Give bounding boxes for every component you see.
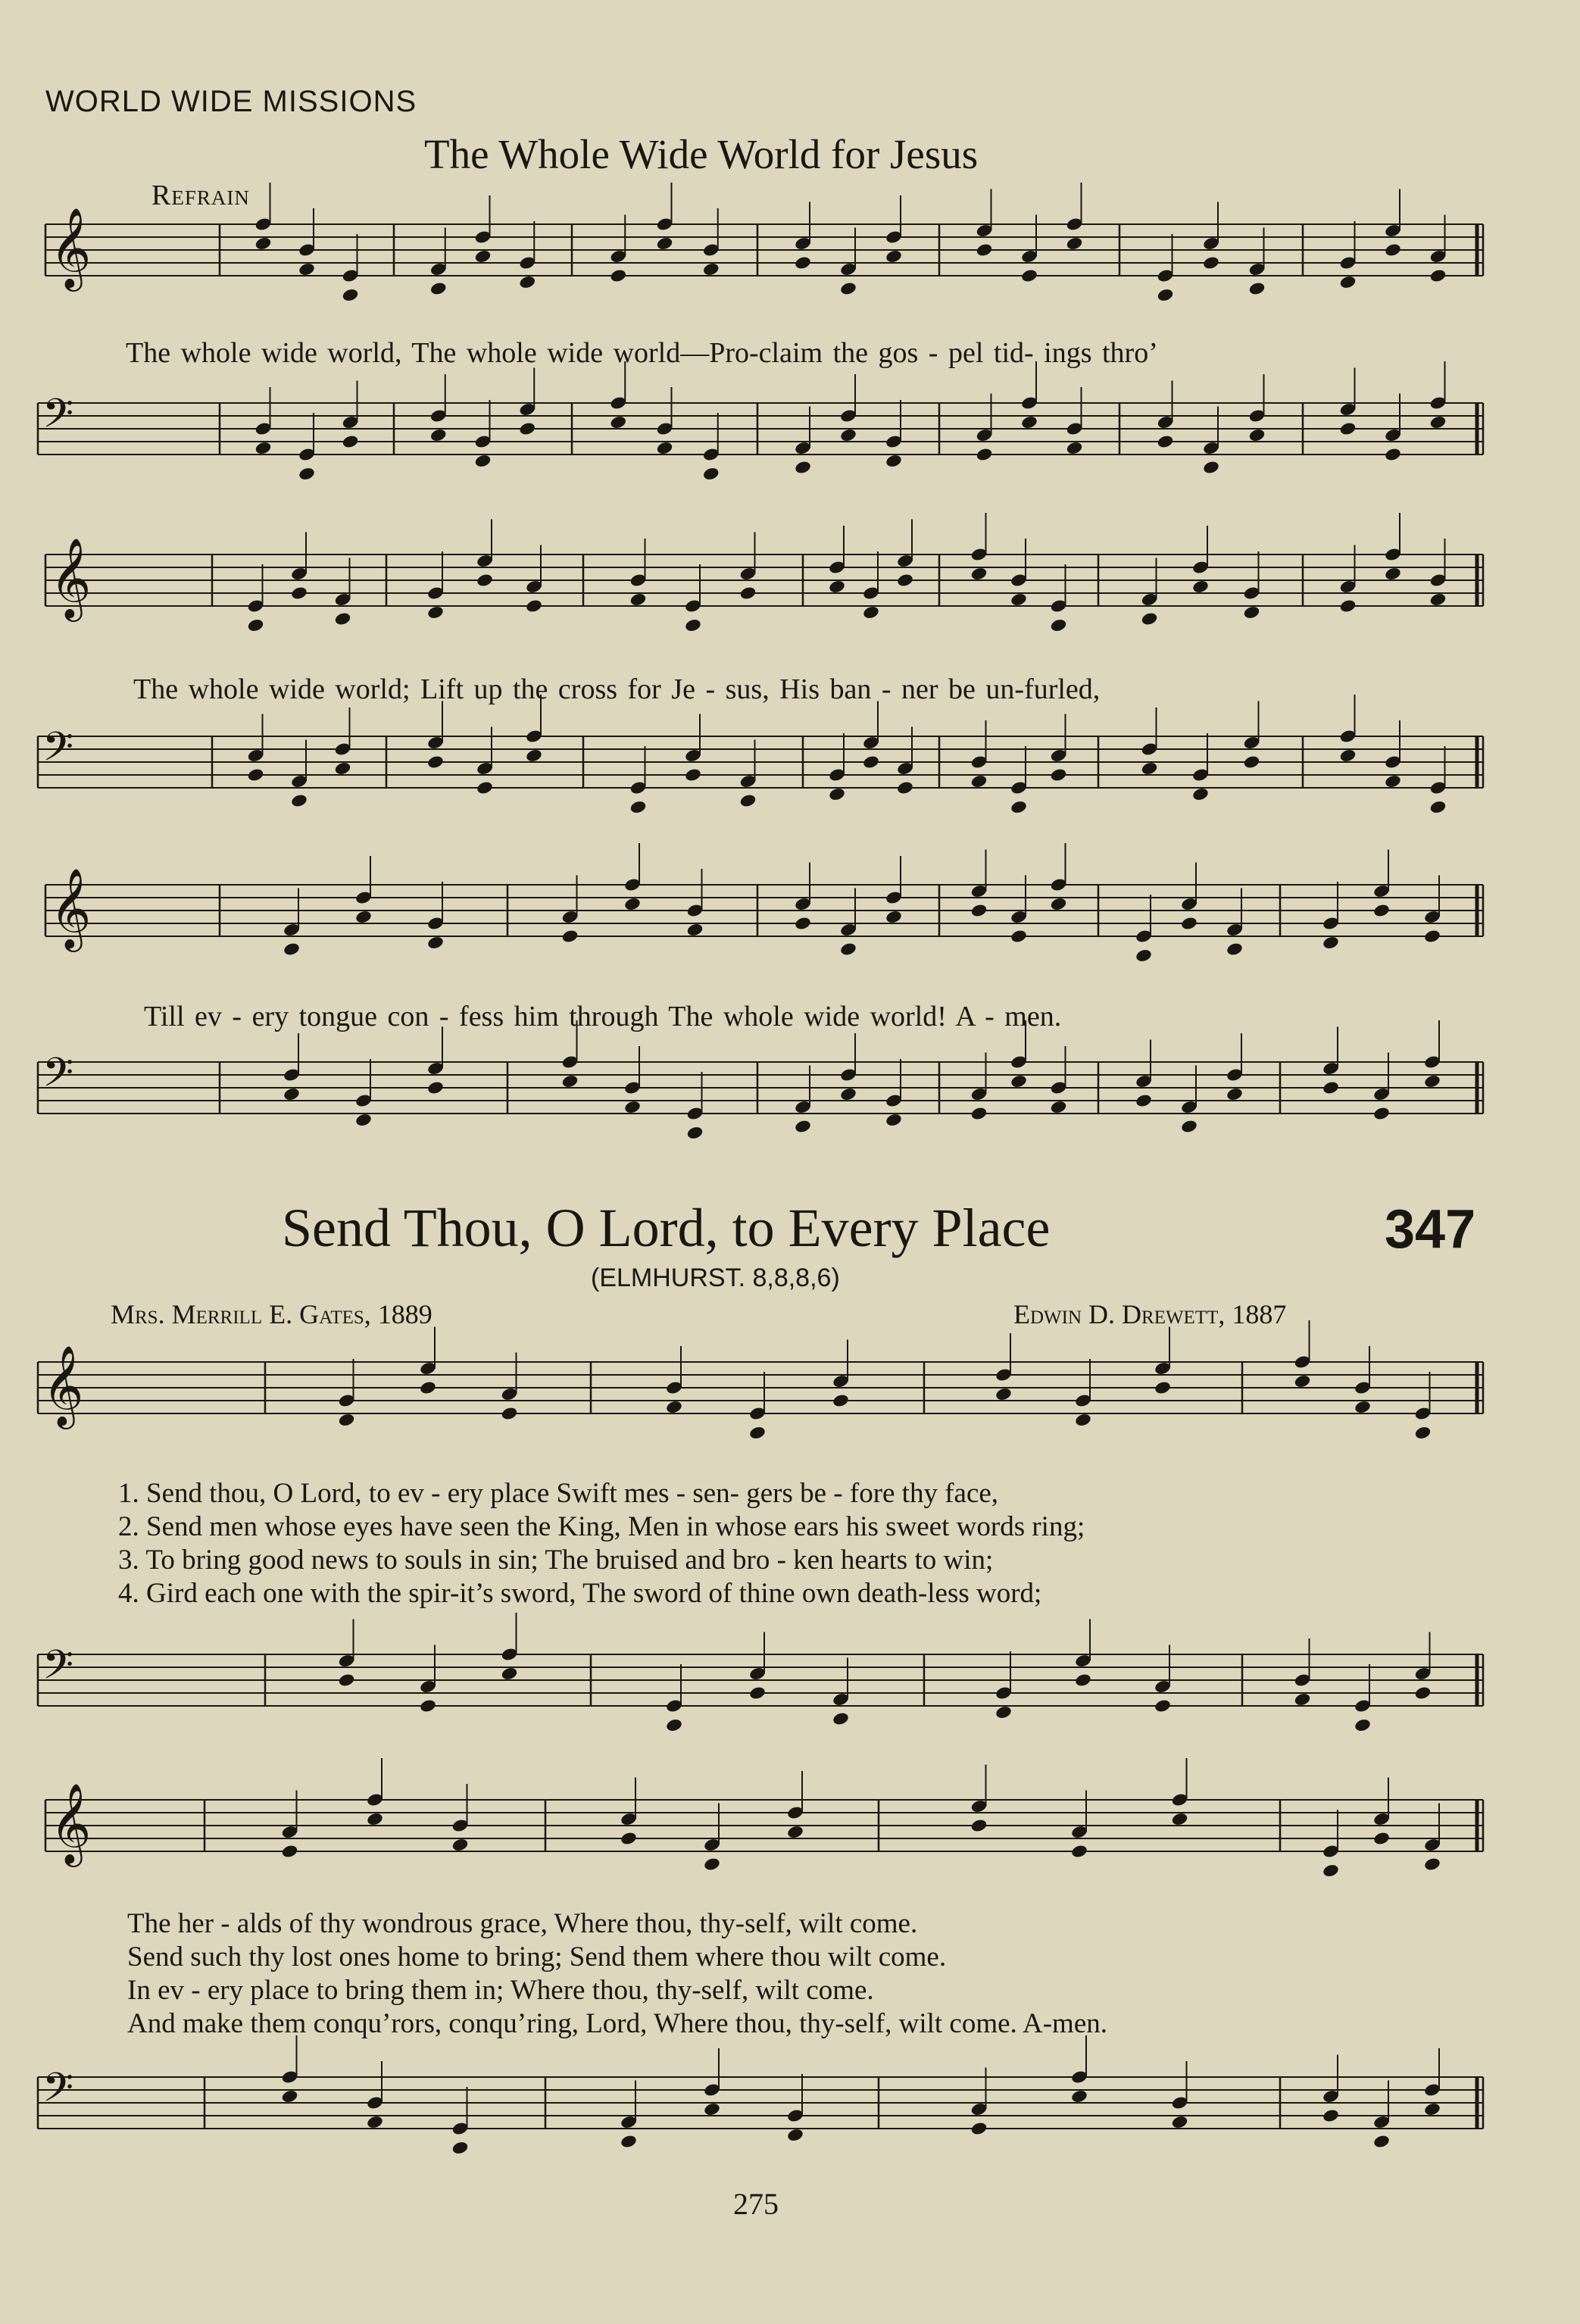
notehead (1339, 421, 1357, 436)
notehead (429, 428, 448, 443)
notehead (281, 2089, 299, 2104)
notehead (786, 2128, 804, 2143)
notehead (1066, 236, 1084, 251)
notehead (1074, 1673, 1092, 1688)
treble-clef-icon: 𝄞 (50, 207, 92, 288)
notehead (684, 767, 702, 782)
notehead (885, 1113, 903, 1128)
notehead (334, 761, 352, 776)
notehead (995, 1705, 1013, 1720)
notehead (1141, 611, 1159, 626)
notehead (862, 605, 880, 620)
notehead (1171, 2115, 1189, 2130)
composer-credit: Edwin D. Drewett, 1887 (1013, 1299, 1287, 1329)
notehead (623, 897, 642, 912)
notehead (1248, 281, 1266, 296)
notehead (561, 1074, 579, 1089)
notehead (1157, 434, 1175, 449)
hymn-number: 347 (1385, 1199, 1476, 1260)
notehead (703, 1857, 721, 1872)
notehead (1191, 579, 1210, 595)
lyric-line: The whole wide world, The whole wide world—Pro-claim the gos - pel tid- ings thro’ (126, 337, 1158, 369)
bass-clef-icon: 𝄢 (42, 2065, 74, 2121)
notehead (794, 916, 812, 931)
verse-line: The her - alds of thy wondrous grace, Where thou, thy-self, wilt come. (127, 1908, 918, 1939)
notehead (1429, 800, 1447, 815)
treble-clef-icon: 𝄞 (50, 1782, 92, 1863)
notehead (885, 910, 903, 925)
notehead (828, 787, 846, 802)
notehead (298, 262, 316, 277)
notehead (354, 1113, 373, 1128)
author-credit: Mrs. Merrill E. Gates, 1889 (111, 1299, 432, 1329)
notehead (609, 268, 627, 283)
notehead (1050, 618, 1068, 633)
lyric-line: Till ev - ery tongue con - fess him through The whole wide world! A - men. (144, 1001, 1062, 1032)
notehead (451, 1838, 470, 1853)
hymn-title: Send Thou, O Lord, to Every Place (282, 1198, 1051, 1258)
notehead (703, 2102, 721, 2117)
notehead (684, 618, 702, 633)
notehead (1180, 1119, 1198, 1134)
notehead (1010, 929, 1028, 944)
bass-clef-icon: 𝄢 (42, 1050, 74, 1106)
bass-clef-icon: 𝄢 (42, 724, 74, 780)
notehead (354, 910, 373, 925)
notehead (748, 1685, 767, 1701)
notehead (1414, 1426, 1432, 1441)
notehead (1384, 774, 1402, 789)
notehead (832, 1711, 850, 1726)
notehead (334, 611, 352, 626)
notehead (419, 1698, 437, 1713)
notehead (896, 573, 914, 588)
notehead (429, 281, 448, 296)
notehead (1243, 605, 1261, 620)
notehead (342, 288, 360, 303)
notehead (1154, 1380, 1172, 1395)
notehead (501, 1666, 519, 1682)
notehead (426, 1080, 445, 1095)
verse-line: 2. Send men whose eyes have seen the King, Men in whose ears his sweet words ring; (118, 1511, 1085, 1542)
notehead (1322, 1080, 1340, 1095)
notehead (794, 460, 812, 475)
notehead (702, 262, 720, 277)
notehead (970, 903, 988, 918)
notehead (839, 281, 857, 296)
notehead (1423, 1857, 1441, 1872)
notehead (1171, 1812, 1189, 1827)
notehead (1202, 460, 1220, 475)
notehead (525, 748, 543, 764)
notehead (1372, 1106, 1391, 1121)
notehead (1066, 441, 1084, 456)
bass-clef-icon: 𝄢 (42, 1642, 74, 1698)
lyric-line: The whole wide world; Lift up the cross for Je - sus, His ban - ner be un-furled, (133, 673, 1101, 705)
notehead (283, 942, 301, 957)
notehead (609, 415, 627, 430)
notehead (518, 275, 536, 290)
notehead (896, 780, 914, 795)
bass-clef-icon: 𝄢 (42, 391, 74, 447)
notehead (1050, 1100, 1068, 1115)
notehead (1010, 1074, 1028, 1089)
notehead (1070, 2089, 1088, 2104)
notehead (1339, 598, 1357, 614)
notehead (525, 598, 543, 614)
notehead (665, 1400, 683, 1415)
notehead (1226, 1087, 1244, 1102)
notehead (1384, 447, 1402, 462)
verse-line: 1. Send thou, O Lord, to ev - ery place Swift mes - sen- gers be - fore thy face, (118, 1478, 999, 1509)
notehead (1243, 754, 1261, 770)
notehead (976, 447, 994, 462)
notehead (686, 923, 704, 938)
notehead (1020, 268, 1038, 283)
notehead (561, 929, 579, 944)
notehead (1423, 1074, 1441, 1089)
treble-clef-icon: 𝄞 (50, 537, 92, 618)
notehead (338, 1673, 356, 1688)
notehead (620, 1831, 638, 1846)
notehead (620, 2134, 638, 2149)
notehead (629, 592, 648, 608)
notehead (1294, 1374, 1312, 1389)
notehead (1154, 1698, 1172, 1713)
notehead (476, 573, 494, 588)
verse-line: In ev - ery place to bring them in; Where thou, thy-self, wilt come. (127, 1975, 874, 2006)
notehead (290, 793, 308, 808)
notehead (1157, 288, 1175, 303)
notehead (1339, 748, 1357, 764)
notehead (1074, 1413, 1092, 1428)
verse-line: 4. Gird each one with the spir-it’s sword, The sword of thine own death-less word; (118, 1578, 1042, 1609)
notehead (1414, 1685, 1432, 1701)
notehead (885, 249, 903, 264)
notehead (1191, 787, 1210, 802)
notehead (1202, 255, 1220, 270)
notehead (656, 236, 674, 251)
notehead (686, 1126, 704, 1141)
notehead (748, 1426, 767, 1441)
notehead (1322, 1863, 1340, 1879)
treble-clef-icon: 𝄞 (50, 867, 92, 948)
notehead (862, 754, 880, 770)
notehead (283, 1087, 301, 1102)
notehead (1372, 903, 1391, 918)
notehead (885, 454, 903, 469)
notehead (1141, 761, 1159, 776)
verse-line: Send such thy lost ones home to bring; Send them where thou wilt come. (127, 1941, 947, 1973)
notehead (1070, 1844, 1088, 1859)
section-header: WORLD WIDE MISSIONS (45, 85, 417, 118)
notehead (1226, 942, 1244, 957)
notehead (476, 780, 494, 795)
notehead (1354, 1718, 1372, 1733)
notehead (254, 236, 273, 251)
notehead (970, 1106, 988, 1121)
notehead (1322, 936, 1340, 951)
notehead (1180, 916, 1198, 931)
verse-line: 3. To bring good news to souls in sin; The bruised and bro - ken hearts to win; (118, 1545, 994, 1576)
notehead (786, 1825, 804, 1840)
notehead (419, 1380, 437, 1395)
treble-clef-icon: 𝄞 (42, 1345, 84, 1426)
notehead (623, 1100, 642, 1115)
hymn-title: The Whole Wide World for Jesus (424, 131, 979, 177)
notehead (1354, 1400, 1372, 1415)
notehead (839, 942, 857, 957)
notehead (629, 800, 648, 815)
notehead (665, 1718, 683, 1733)
notehead (656, 441, 674, 456)
notehead (1248, 428, 1266, 443)
notehead (702, 467, 720, 482)
notehead (970, 2121, 988, 2136)
notehead (970, 774, 988, 789)
notehead (426, 936, 445, 951)
notehead (1372, 2134, 1391, 2149)
notehead (1372, 1831, 1391, 1846)
notehead (247, 767, 265, 782)
verse-line: And make them conqu’rors, conqu’ring, Lord, Where thou, thy-self, wilt come. A-men. (127, 2008, 1107, 2039)
notehead (426, 754, 445, 770)
notehead (247, 618, 265, 633)
notehead (970, 1818, 988, 1833)
notehead (976, 242, 994, 258)
notehead (298, 467, 316, 482)
notehead (828, 579, 846, 595)
tune-name: (ELMHURST. 8,8,8,6) (591, 1264, 840, 1292)
notehead (366, 2115, 384, 2130)
refrain-label: Refrain (151, 180, 250, 211)
notehead (839, 1087, 857, 1102)
notehead (474, 249, 492, 264)
notehead (1135, 1093, 1153, 1108)
notehead (1050, 767, 1068, 782)
notehead (366, 1812, 384, 1827)
notehead (1429, 268, 1447, 283)
notehead (995, 1387, 1013, 1402)
notehead (794, 1119, 812, 1134)
notehead (1429, 592, 1447, 608)
notehead (474, 454, 492, 469)
notehead (281, 1844, 299, 1859)
notehead (254, 441, 273, 456)
notehead (1020, 415, 1038, 430)
notehead (739, 586, 757, 601)
notehead (501, 1406, 519, 1421)
notehead (518, 421, 536, 436)
notehead (839, 428, 857, 443)
notehead (970, 567, 988, 582)
notehead (1339, 275, 1357, 290)
notehead (1010, 800, 1028, 815)
notehead (1294, 1692, 1312, 1707)
notehead (1010, 592, 1028, 608)
notehead (1050, 897, 1068, 912)
notehead (1423, 2102, 1441, 2117)
notehead (290, 586, 308, 601)
notehead (451, 2141, 470, 2156)
notehead (1135, 948, 1153, 964)
notehead (1429, 415, 1447, 430)
page-number: 275 (733, 2187, 779, 2221)
notehead (426, 605, 445, 620)
notehead (1384, 242, 1402, 258)
notehead (1423, 929, 1441, 944)
notehead (342, 434, 360, 449)
notehead (1384, 567, 1402, 582)
notehead (1322, 2108, 1340, 2123)
notehead (794, 255, 812, 270)
notehead (832, 1393, 850, 1408)
notehead (338, 1413, 356, 1428)
notehead (739, 793, 757, 808)
